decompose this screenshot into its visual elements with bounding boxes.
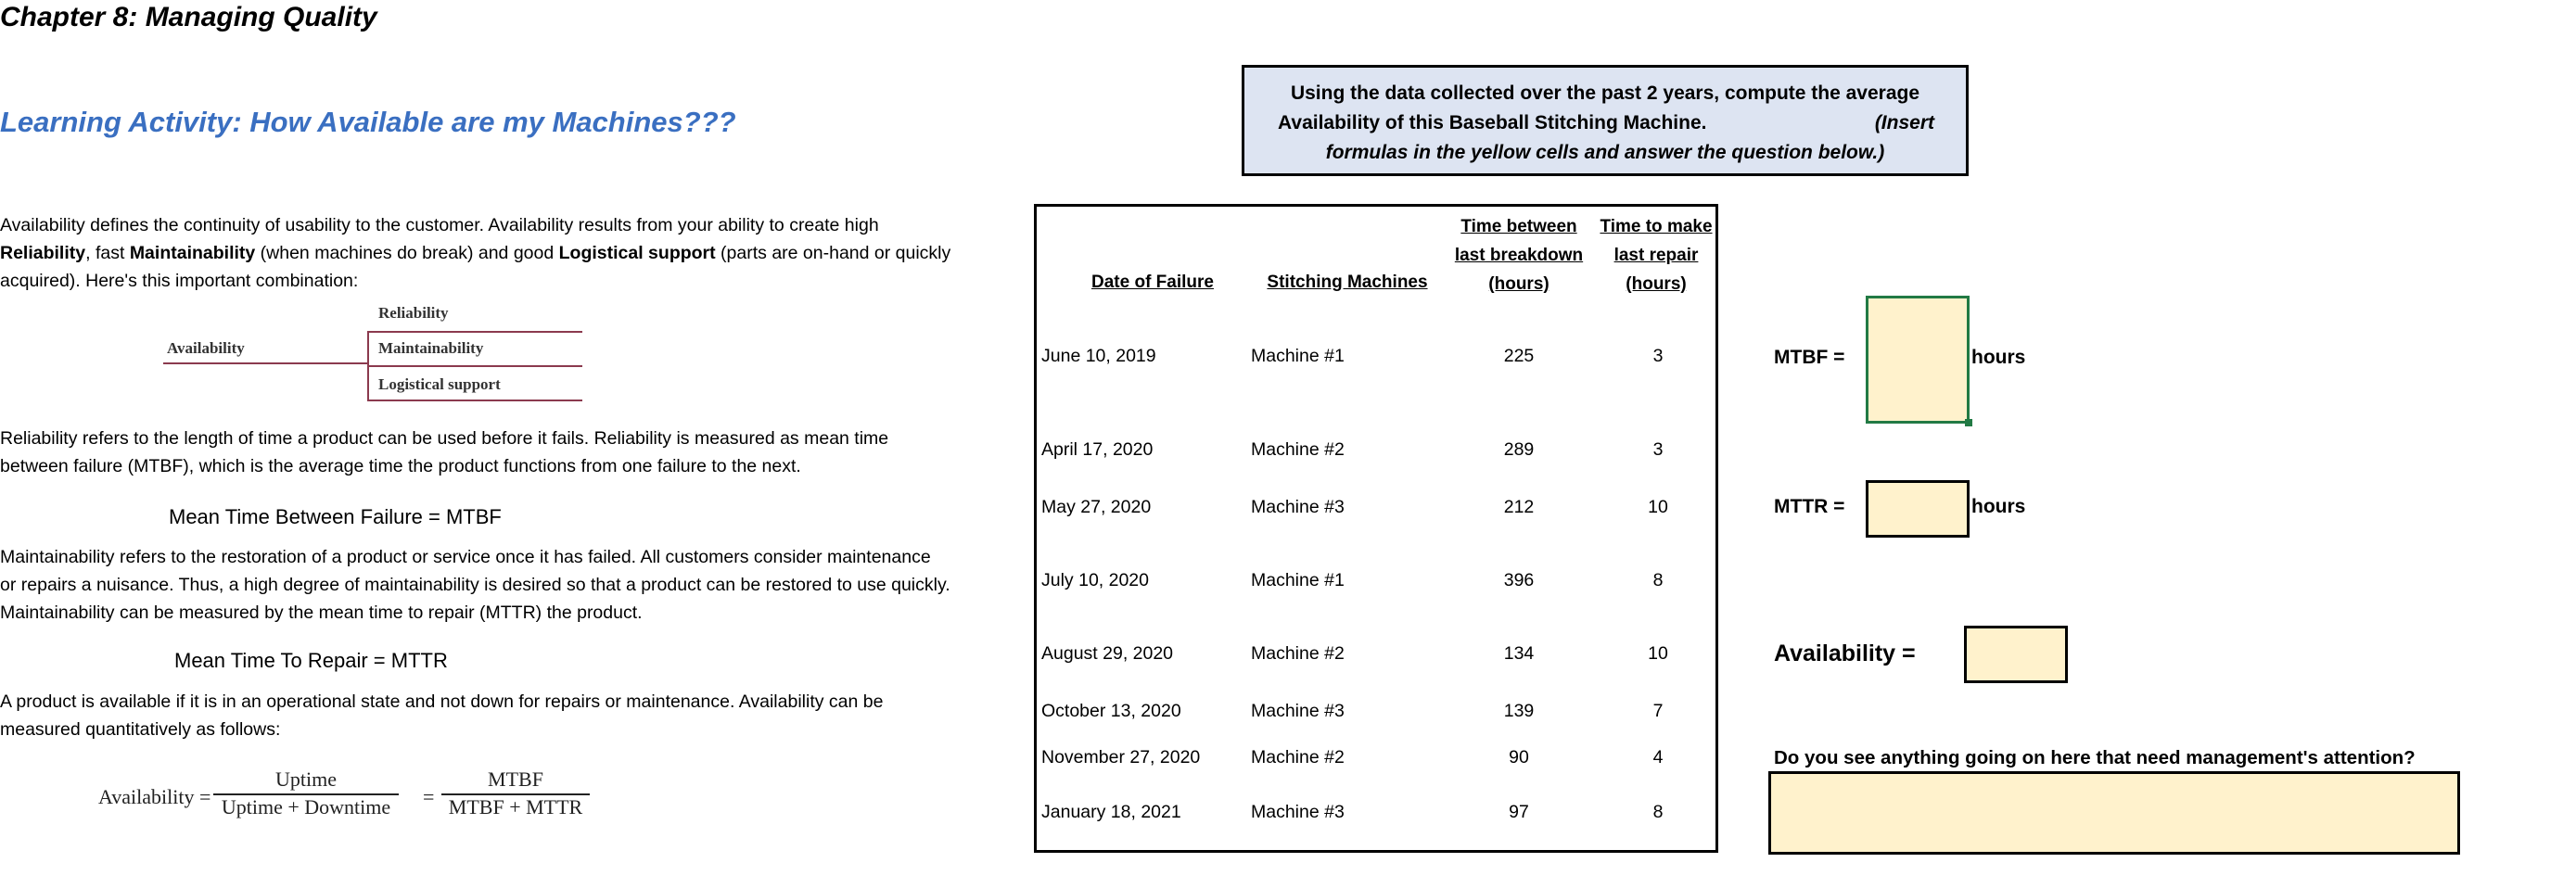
table-row [1037, 439, 1715, 469]
mttr-definition: Mean Time To Repair = MTTR [174, 649, 448, 672]
date-cell: July 10, 2020 [1041, 570, 1150, 590]
ttr-cell: 4 [1652, 747, 1664, 767]
ttr-cell: 3 [1652, 439, 1664, 460]
availability-equation [98, 767, 599, 829]
diagram-item-logistical: Logistical support [378, 375, 501, 393]
equation-denominator-mttr: MTBF + MTTR [448, 795, 583, 818]
table-row [1037, 747, 1715, 777]
table-row [1037, 701, 1715, 730]
ttr-cell: 10 [1648, 643, 1668, 664]
machine-cell: Machine #3 [1251, 701, 1345, 721]
equation-denominator-downtime: Uptime + Downtime [221, 795, 391, 818]
combination-diagram [158, 301, 584, 412]
intro-line-3: acquired). Here's this important combination: [0, 271, 359, 291]
date-cell: May 27, 2020 [1041, 497, 1152, 517]
equation-lhs: Availability = [98, 785, 211, 808]
date-cell: June 10, 2019 [1041, 346, 1156, 366]
reliability-line-2: between failure (MTBF), which is the average time the product functions from one failure to the next. [0, 456, 801, 476]
instruction-italic: (Insert [1874, 112, 1934, 133]
machine-cell: Machine #2 [1251, 747, 1345, 767]
tbb-cell: 97 [1509, 802, 1529, 822]
diagram-divider [367, 365, 582, 367]
intro-text: (when machines do break) and good [255, 243, 559, 263]
tbb-cell: 90 [1509, 747, 1529, 767]
reliability-term: Reliability [0, 243, 86, 263]
reliability-paragraph [0, 425, 1001, 480]
machine-cell: Machine #1 [1251, 346, 1345, 366]
mttr-label: MTTR = [1774, 496, 1845, 517]
maintainability-term: Maintainability [129, 243, 256, 263]
fill-handle[interactable] [1965, 419, 1972, 426]
instruction-line-1: Using the data collected over the past 2 years, compute the average [1290, 82, 1920, 104]
date-cell: April 17, 2020 [1041, 439, 1154, 460]
management-answer-cell[interactable] [1768, 771, 2460, 855]
header-line: last breakdown [1454, 246, 1584, 265]
table-row [1037, 346, 1715, 375]
machine-cell: Machine #1 [1251, 570, 1345, 590]
machine-cell: Machine #3 [1251, 497, 1345, 517]
intro-paragraph [0, 211, 1001, 295]
mttr-input-cell[interactable] [1866, 480, 1970, 538]
tbb-cell: 212 [1503, 497, 1535, 517]
header-line: Time between [1460, 217, 1577, 236]
header-line: last repair [1613, 246, 1699, 265]
instruction-line-2 [1244, 108, 1966, 138]
date-cell: August 29, 2020 [1041, 643, 1174, 664]
table-row [1037, 802, 1715, 831]
chapter-title: Chapter 8: Managing Quality [0, 2, 377, 32]
tbb-cell: 225 [1503, 346, 1535, 366]
ttr-cell: 10 [1648, 497, 1668, 517]
header-time-between [1445, 212, 1593, 298]
date-cell: January 18, 2021 [1041, 802, 1181, 822]
equals-sign: = [423, 785, 435, 808]
ttr-cell: 8 [1652, 570, 1664, 590]
tbb-cell: 289 [1503, 439, 1535, 460]
diagram-divider [367, 400, 582, 401]
logistical-support-term: Logistical support [558, 243, 716, 263]
activity-title: Learning Activity: How Available are my Machines??? [0, 106, 736, 138]
header-time-to-repair [1591, 212, 1721, 298]
diagram-root-availability: Availability [167, 339, 245, 357]
availability-line-1: A product is available if it is in an operational state and not down for repairs or maintenance. Availability can be [0, 691, 884, 712]
diagram-item-reliability: Reliability [378, 304, 449, 322]
availability-paragraph [0, 688, 1001, 743]
header-line: (hours) [1626, 274, 1687, 294]
date-cell: November 27, 2020 [1041, 747, 1201, 767]
maintainability-line-3: Maintainability can be measured by the mean time to repair (MTTR) the product. [0, 603, 643, 623]
availability-input-cell[interactable] [1964, 626, 2068, 683]
table-row [1037, 497, 1715, 526]
ttr-cell: 7 [1652, 701, 1664, 721]
date-cell: October 13, 2020 [1041, 701, 1181, 721]
equation-numerator-uptime: Uptime [275, 767, 337, 791]
machine-cell: Machine #2 [1251, 643, 1345, 664]
header-line: Time to make [1600, 217, 1713, 236]
availability-line-2: measured quantitatively as follows: [0, 719, 281, 740]
header-line: (hours) [1488, 274, 1549, 294]
maintainability-line-2: or repairs a nuisance. Thus, a high degree of maintainability is desired so that a product can be restored to use quickly. [0, 575, 950, 595]
diagram-connector [163, 362, 369, 364]
machine-cell: Machine #3 [1251, 802, 1345, 822]
equation-numerator-mtbf: MTBF [488, 767, 543, 791]
tbb-cell: 139 [1503, 701, 1535, 721]
instruction-line-3: formulas in the yellow cells and answer the question below.) [1325, 142, 1885, 163]
reliability-line-1: Reliability refers to the length of time a product can be used before it fails. Reliability is measured as mean time [0, 428, 889, 449]
maintainability-line-1: Maintainability refers to the restoration of a product or service once it has failed. All customers consider maintenance [0, 547, 931, 567]
machine-cell: Machine #2 [1251, 439, 1345, 460]
mtbf-definition: Mean Time Between Failure = MTBF [169, 505, 502, 528]
header-machine: Stitching Machines [1267, 273, 1428, 292]
diagram-divider [367, 331, 582, 333]
table-row [1037, 570, 1715, 600]
intro-line-1: Availability defines the continuity of usability to the customer. Availability results from your ability to create high [0, 215, 879, 235]
availability-label: Availability = [1774, 641, 1916, 666]
ttr-cell: 8 [1652, 802, 1664, 822]
management-question: Do you see anything going on here that need management's attention? [1774, 747, 2416, 768]
header-date: Date of Failure [1091, 273, 1214, 292]
mtbf-input-cell[interactable] [1866, 296, 1970, 424]
diagram-item-maintainability: Maintainability [378, 339, 484, 357]
intro-text: (parts are on-hand or quickly [715, 243, 951, 263]
tbb-cell: 396 [1503, 570, 1535, 590]
table-row [1037, 643, 1715, 673]
instruction-box [1242, 65, 1969, 176]
intro-line-2 [0, 239, 1001, 267]
mtbf-label: MTBF = [1774, 347, 1845, 368]
instruction-text: Availability of this Baseball Stitching Machine. [1278, 112, 1707, 133]
mtbf-unit: hours [1971, 347, 2026, 368]
maintainability-paragraph [0, 543, 1001, 627]
ttr-cell: 3 [1652, 346, 1664, 366]
intro-text: , fast [85, 243, 130, 263]
mttr-unit: hours [1971, 496, 2026, 517]
tbb-cell: 134 [1503, 643, 1535, 664]
failure-data-table [1034, 204, 1718, 853]
